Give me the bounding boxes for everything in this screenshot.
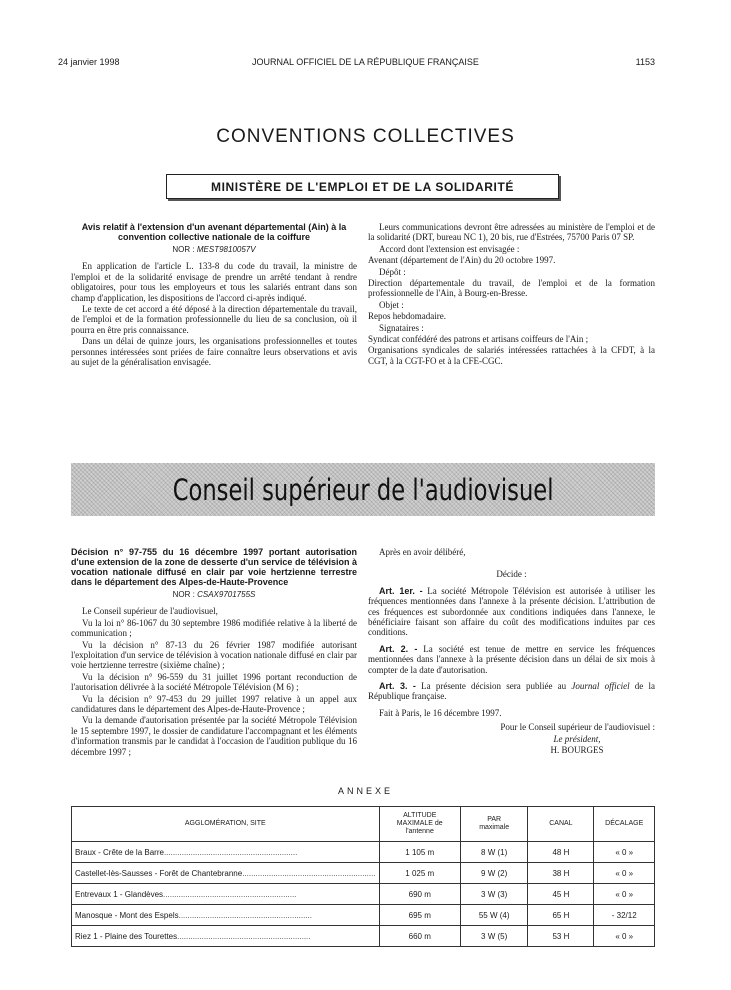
ministry-box: [166, 174, 559, 199]
article-2-label: Art. 2. -: [379, 643, 418, 654]
decision-visa: Vu la loi n° 86-1067 du 30 septembre 1986 modifiée relative à la liberté de communication ;: [71, 617, 357, 639]
decision-visa: Vu la décision n° 96-559 du 31 juillet 1996 portant reconduction de l'autorisation délivrée à la société Métropole Télévision (M 6) ;: [71, 671, 357, 693]
ministry-name: MINISTÈRE DE L'EMPLOI ET DE LA SOLIDARITÉ: [210, 179, 515, 194]
cell-par: 55 W (4): [460, 905, 527, 926]
avis-signataires-1: Syndicat confédéré des patrons et artisans coiffeurs de l'Ain ;: [368, 334, 589, 345]
article-1-label: Art. 1er. -: [379, 585, 423, 596]
decision-decide: Décide :: [496, 569, 527, 580]
avis-nor-label: NOR :: [172, 245, 195, 254]
header-date: 24 janvier 1998: [58, 57, 120, 67]
table-row: [72, 905, 655, 926]
cell-site: [72, 926, 380, 947]
decision-pour: Pour le Conseil supérieur de l'audiovisuel :: [500, 722, 655, 733]
cell-par: 3 W (3): [460, 884, 527, 905]
avis-title: Avis relatif à l'extension d'un avenant départemental (Ain) à la convention collective nationale de la coiffure: [81, 222, 347, 242]
decision-visa: Le Conseil supérieur de l'audiovisuel,: [82, 606, 218, 617]
decision-visa: Vu la décision n° 87-13 du 26 février 1987 modifiée autorisant l'exploitation d'un service de télévision à vocation nationale diffusé en clair par voie hertzienne terrestre (sixième chaîne) ;: [71, 639, 357, 671]
avis-signataires-label: Signataires :: [379, 322, 424, 333]
avis-nor: [71, 245, 357, 255]
cell-site-text: Manosque - Mont des Espels: [75, 910, 179, 920]
avis-accord-text: Avenant (département de l'Ain) du 20 octobre 1997.: [368, 255, 556, 266]
table-row: [72, 926, 655, 947]
annex-table: [71, 806, 655, 947]
decision-nor-label: NOR :: [172, 590, 195, 599]
cell-altitude: 690 m: [379, 884, 460, 905]
table-header-row: [72, 807, 655, 842]
avis-paragraph: Dans un délai de quinze jours, les organisations professionnelles et toutes personnes intéressées sont priées de faire connaître leurs observations et avis au sujet de la généralisation envisagée.: [71, 336, 357, 368]
avis-paragraph: Le texte de cet accord a été déposé à la direction départementale du travail, de l'emploi et de la formation professionnelle du lieu de sa conclusion, où il pourra en être pris connaissance.: [71, 304, 357, 335]
cell-site-text: Entrevaux 1 - Glandèves: [75, 889, 164, 899]
article-2: [368, 644, 655, 675]
cell-decalage: « 0 »: [594, 884, 655, 905]
header-altitude: ALTITUDE MAXIMALE de l'antenne: [379, 807, 460, 842]
cell-decalage: « 0 »: [594, 926, 655, 947]
avis-column-right: [368, 222, 655, 367]
cell-site: [72, 863, 380, 884]
avis-nor-code: MEST9810057V: [196, 245, 256, 254]
cell-canal: 45 H: [528, 884, 594, 905]
avis-paragraph: En application de l'article L. 133-8 du code du travail, la ministre de l'emploi et de la solidarité envisage de prendre un arrêté tendant à rendre obligatoires, pour tous les employeurs et tous les salariés entrant dans son champ d'application, les dispositions de l'accord ci-après indiqué.: [71, 261, 357, 303]
header-journal-title: JOURNAL OFFICIEL DE LA RÉPUBLIQUE FRANÇAISE: [252, 57, 479, 67]
decision-nor-code: CSAX9701755S: [197, 590, 256, 599]
leader-dots: ............................................................: [242, 868, 376, 878]
avis-objet-label: Objet :: [379, 299, 404, 310]
article-1: [368, 586, 655, 638]
decision-nor: [71, 590, 357, 600]
decision-title: Décision n° 97-755 du 16 décembre 1997 portant autorisation d'une extension de la zone de desserte d'un service de télévision à vocation nationale diffusé en clair par voie hertzienne terrestre dans le département des Alpes-de-Haute-Provence: [71, 547, 357, 587]
article-1-text: La société Métropole Télévision est autorisée à utiliser les fréquences mentionnées dans l'annexe à la présente décision. L'attribution de ces fréquences est subordonnée aux conditions indiquées dans l'annexe, le bénéficiaire faisant son affaire du coût des modifications induites par ces conditions.: [368, 585, 656, 638]
decision-fait: Fait à Paris, le 16 décembre 1997.: [379, 707, 502, 718]
article-3-text-b: de la République française.: [368, 681, 655, 702]
president-label: Le président,: [553, 733, 601, 744]
cell-canal: 48 H: [528, 842, 594, 863]
article-3-label: Art. 3. -: [379, 681, 416, 692]
leader-dots: ............................................................: [163, 889, 297, 899]
article-3-text-a: La présente décision sera publiée au: [421, 681, 567, 692]
annexe-title: ANNEXE: [337, 786, 393, 796]
cell-site-text: Castellet-lès-Sausses - Forêt de Chantebranne: [75, 868, 243, 878]
cell-canal: 65 H: [528, 905, 594, 926]
header-decalage: DÉCALAGE: [594, 807, 655, 842]
cell-canal: 53 H: [528, 926, 594, 947]
table-row: [72, 884, 655, 905]
leader-dots: ............................................................: [178, 910, 312, 920]
cell-site: [72, 905, 380, 926]
header-site: AGGLOMÉRATION, SITE: [72, 807, 380, 842]
avis-signataires-2: Organisations syndicales de salariés intéressées rattachées à la CFDT, à la CGT, à la CGT-FO et à la CFE-CGC.: [368, 345, 655, 366]
avis-depot-label: Dépôt :: [379, 266, 406, 277]
article-3-journal: Journal officiel: [571, 681, 630, 692]
header-page-number: 1153: [635, 57, 655, 67]
cell-decalage: - 32/12: [594, 905, 655, 926]
decision-visa: Vu la demande d'autorisation présentée par la société Métropole Télévision le 15 septembre 1997, le dossier de candidature l'accompagnant et les éléments d'information transmis par le candidat à l'occasion de l'audition publique du 16 décembre 1997 ;: [71, 715, 357, 757]
cell-site: [72, 884, 380, 905]
article-2-text: La société est tenue de mettre en service les fréquences mentionnées dans l'annexe à la présente décision dans un délai de six mois à compter de la date d'autorisation.: [368, 643, 656, 675]
decision-column-left: [71, 547, 357, 758]
article-3: [368, 681, 655, 702]
decision-signature: H. BOURGES: [550, 745, 604, 756]
cell-site-text: Riez 1 - Plaine des Tourettes: [75, 931, 178, 941]
avis-depot-text: Direction départementale du travail, de l'emploi et de la formation professionnelle de l'Ain, à Bourg-en-Bresse.: [368, 278, 655, 299]
cell-site-text: Braux - Crête de la Barre: [75, 847, 164, 857]
avis-paragraph: Leurs communications devront être adressées au ministère de l'emploi et de la solidarité (DRT, bureau NC 1), 20 bis, rue d'Estrées, 75700 Paris 07 SP.: [368, 222, 655, 243]
cell-altitude: 695 m: [379, 905, 460, 926]
table-row: [72, 863, 655, 884]
decision-visa: Vu la décision n° 97-453 du 29 juillet 1997 relative à un appel aux candidatures dans le département des Alpes-de-Haute-Provence ;: [71, 693, 357, 715]
cell-canal: 38 H: [528, 863, 594, 884]
decision-president: [368, 734, 655, 744]
cell-site: [72, 842, 380, 863]
csa-heading-band: [71, 463, 655, 516]
csa-title: Conseil supérieur de l'audiovisuel: [172, 472, 554, 507]
cell-altitude: 1 105 m: [379, 842, 460, 863]
cell-par: 3 W (5): [460, 926, 527, 947]
decision-apres: Après en avoir délibéré,: [379, 547, 466, 557]
leader-dots: ............................................................: [177, 931, 311, 941]
cell-par: 8 W (1): [460, 842, 527, 863]
cell-altitude: 660 m: [379, 926, 460, 947]
avis-column-left: [71, 222, 357, 368]
table-row: [72, 842, 655, 863]
cell-altitude: 1 025 m: [379, 863, 460, 884]
avis-accord-label: Accord dont l'extension est envisagée :: [379, 243, 520, 254]
decision-column-right: [368, 547, 655, 757]
cell-decalage: « 0 »: [594, 863, 655, 884]
header-par: PAR maximale: [460, 807, 527, 842]
avis-objet-text: Repos hebdomadaire.: [368, 311, 446, 322]
cell-decalage: « 0 »: [594, 842, 655, 863]
cell-par: 9 W (2): [460, 863, 527, 884]
leader-dots: ............................................................: [163, 847, 298, 857]
header-canal: CANAL: [528, 807, 594, 842]
section-title: CONVENTIONS COLLECTIVES: [216, 126, 515, 147]
